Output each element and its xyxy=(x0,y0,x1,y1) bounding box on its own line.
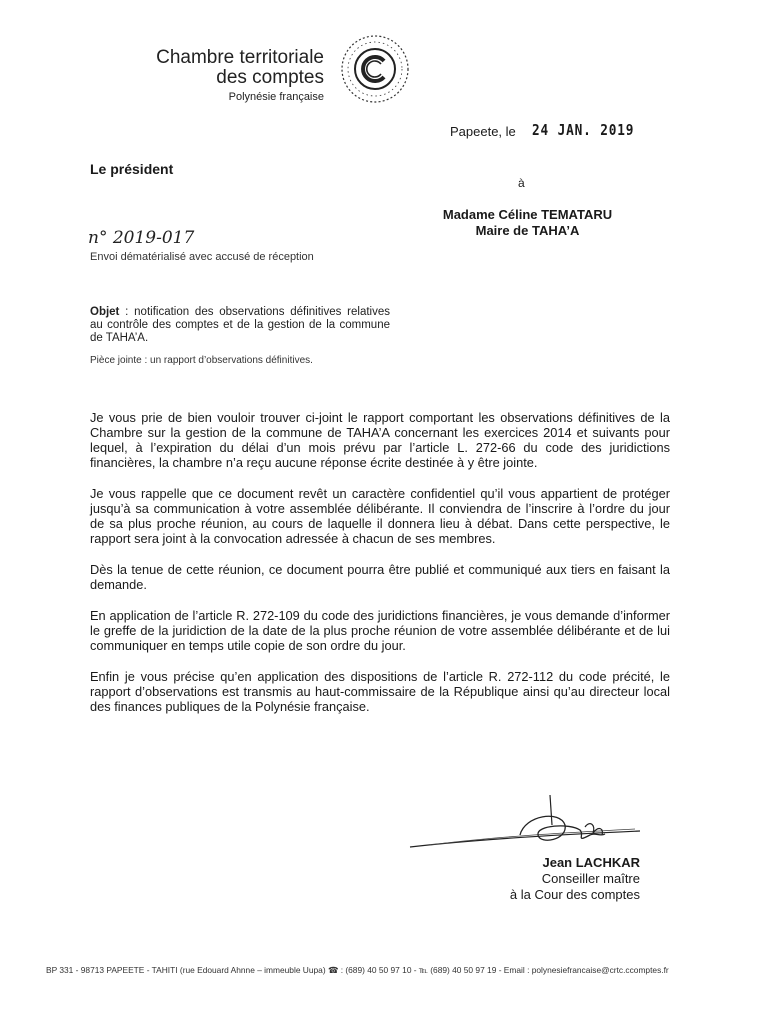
body-paragraph: En application de l’article R. 272-109 du code des juridictions financières, je vous demande d’informer le greffe de la juridiction de la date de la plus proche réunion de votre assemblée délibérante et de lui communiquer en temps utile copie de son ordre du jour. xyxy=(90,608,670,653)
org-name xyxy=(156,48,324,88)
dateline-place: Papeete, le xyxy=(450,124,516,139)
recipient-name: Madame Céline TEMATARU xyxy=(442,207,613,222)
recipient-block xyxy=(400,207,655,239)
org-name-line1: Chambre territoriale xyxy=(156,47,324,68)
org-subtitle: Polynésie française xyxy=(228,91,324,103)
footer-contact: BP 331 - 98713 PAPEETE - TAHITI (rue Edouard Ahnne – immeuble Uupa) ☎ : (689) 40 50 97 10 - ℡ (689) 40 50 97 19 - Email : polynesiefrancaise@crtc.ccomptes.fr xyxy=(46,965,669,975)
attachment-note: Pièce jointe : un rapport d’observations définitives. xyxy=(90,355,313,366)
signatory-name: Jean LACHKAR xyxy=(542,855,640,870)
date-stamp: 24 JAN. 2019 xyxy=(532,121,635,139)
dispatch-note: Envoi dématérialisé avec accusé de réception xyxy=(90,251,314,263)
signatory-role: Conseiller maître xyxy=(541,871,640,886)
letter-body xyxy=(90,410,670,730)
subject-label: Objet xyxy=(90,306,120,318)
body-paragraph: Dès la tenue de cette réunion, ce document pourra être publié et communiqué aux tiers en faisant la demande. xyxy=(90,562,670,592)
body-paragraph: Je vous prie de bien vouloir trouver ci-joint le rapport comportant les observations définitives de la Chambre sur la gestion de la commune de TAHA’A concernant les exercices 2014 et suivants pour lequel, à l’expiration du délai d’un mois prévu par l’article L. 272-66 du code des juridictions financières, la chambre n’a reçu aucune réponse écrite destinée à y être jointe. xyxy=(90,410,670,470)
recipient-prefix: à xyxy=(518,176,525,190)
subject-block xyxy=(90,306,390,345)
court-seal-logo xyxy=(340,34,410,104)
reference-number: n° 2019-017 xyxy=(88,228,195,248)
recipient-title: Maire de TAHA’A xyxy=(475,223,580,238)
subject-text: : notification des observations définitives relatives au contrôle des comptes et de la gestion de la commune de TAHA’A. xyxy=(90,306,390,344)
body-paragraph: Je vous rappelle que ce document revêt un caractère confidentiel qu’il vous appartient de protéger jusqu’à sa communication à votre assemblée délibérante. Il conviendra de l’inscrire à l’ordre du jour de sa plus proche réunion, au cours de laquelle il donnera lieu à débat. Dans cette perspective, le rapport sera joint à la convocation adressée à chacun de ses membres. xyxy=(90,486,670,546)
handwritten-signature xyxy=(400,785,650,865)
signatory-institution: à la Cour des comptes xyxy=(509,887,640,902)
org-name-line2: des comptes xyxy=(216,67,324,88)
body-paragraph: Enfin je vous précise qu’en application des dispositions de l’article R. 272-112 du code précité, le rapport d’observations est transmis au haut-commissaire de la République ainsi qu’au directeur local des finances publiques de la Polynésie française. xyxy=(90,669,670,714)
sender-title: Le président xyxy=(90,161,174,177)
signatory-block xyxy=(440,855,640,903)
